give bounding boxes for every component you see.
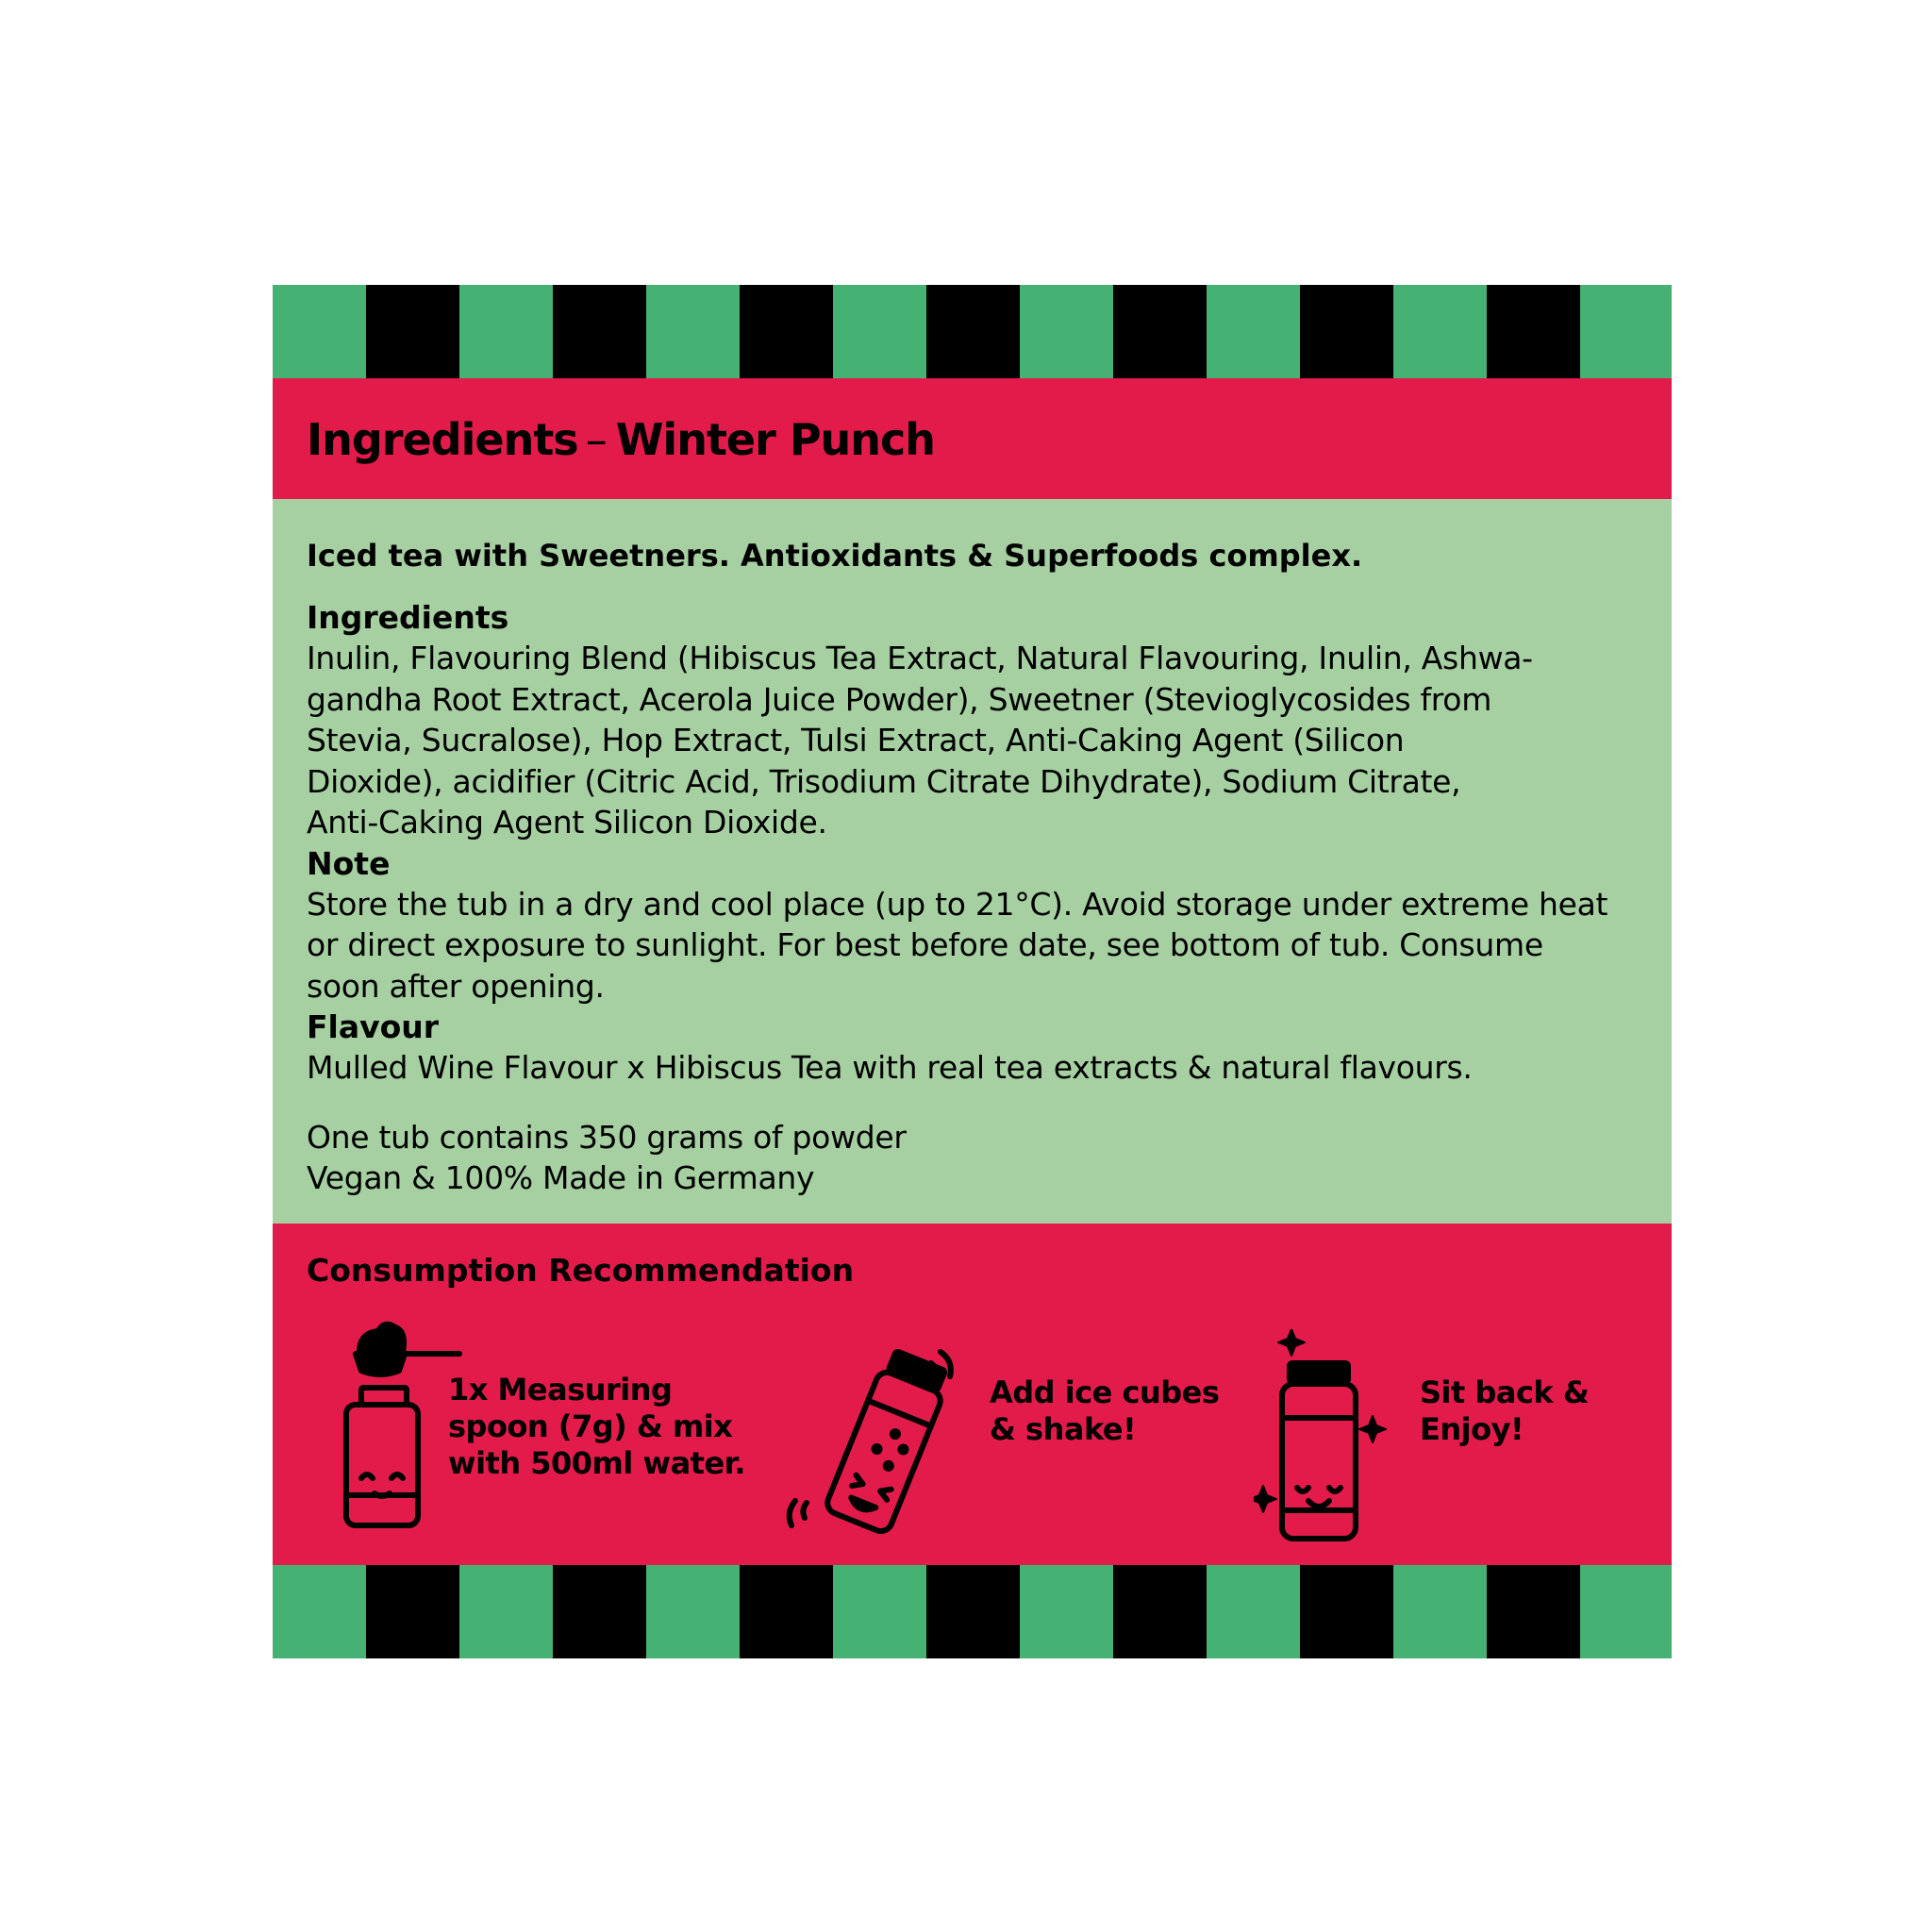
stripe-cell	[1393, 285, 1487, 378]
section-text-line: gandha Root Extract, Acerola Juice Powder), Sweetner (Stevioglycosides from	[307, 680, 1492, 718]
stripe-cell	[553, 1565, 646, 1658]
stripe-cell	[740, 285, 833, 378]
step-2-line-2: & shake!	[990, 1411, 1137, 1447]
section-text-line: Anti-Caking Agent Silicon Dioxide.	[307, 804, 827, 841]
bottom-checker-stripe	[273, 1565, 1672, 1658]
section-text-line: Dioxide), acidifier (Citric Acid, Trisodium Citrate Dihydrate), Sodium Citrate,	[307, 762, 1461, 800]
section-text-line: Mulled Wine Flavour x Hibiscus Tea with real tea extracts & natural flavours.	[307, 1049, 1473, 1086]
stripe-cell	[459, 285, 553, 378]
top-checker-stripe	[273, 285, 1672, 378]
consumption-title: Consumption Recommendation	[307, 1252, 855, 1289]
product-info-panel	[273, 285, 1672, 1658]
stripe-cell	[1020, 285, 1113, 378]
product-tagline: Iced tea with Sweetners. Antioxidants & Superfoods complex.	[307, 538, 1363, 574]
stripe-cell	[1580, 1565, 1672, 1658]
stripe-cell	[1020, 1565, 1113, 1658]
section-heading: Note	[307, 844, 391, 882]
section-text-line: Inulin, Flavouring Blend (Hibiscus Tea Extract, Natural Flavouring, Inulin, Ashwa-	[307, 640, 1533, 676]
stripe-cell	[926, 1565, 1020, 1658]
stripe-cell	[1300, 285, 1393, 378]
section-heading: Ingredients	[307, 599, 509, 636]
step-3-text	[1420, 1374, 1589, 1448]
extra-info-line: Vegan & 100% Made in Germany	[307, 1159, 815, 1196]
section-heading: Flavour	[307, 1008, 440, 1045]
step-2-text	[990, 1374, 1219, 1448]
consumption-section	[273, 1224, 1672, 1565]
stripe-cell	[459, 1565, 553, 1658]
stripe-cell	[1487, 1565, 1580, 1658]
section-text-line: or direct exposure to sunlight. For best before date, see bottom of tub. Consume	[307, 926, 1543, 963]
header-bar	[273, 378, 1672, 499]
extra-info	[307, 1117, 1646, 1199]
stripe-cell	[1113, 285, 1207, 378]
stripe-cell	[1300, 1565, 1393, 1658]
sections-container	[307, 597, 1646, 1089]
step-1-line-3: with 500ml water.	[448, 1445, 746, 1481]
measuring-spoon-bottle-icon	[341, 1320, 463, 1537]
stripe-cell	[366, 1565, 459, 1658]
step-2-line-1: Add ice cubes	[990, 1374, 1220, 1410]
step-1-line-2: spoon (7g) & mix	[448, 1408, 733, 1444]
step-3-line-2: Enjoy!	[1420, 1411, 1524, 1447]
sparkling-bottle-icon	[1254, 1329, 1395, 1548]
stripe-cell	[1113, 1565, 1207, 1658]
page-title	[307, 414, 935, 465]
stripe-cell	[1487, 285, 1580, 378]
extra-info-line: One tub contains 350 grams of powder	[307, 1118, 907, 1156]
title-separator: –	[585, 414, 607, 465]
stripe-cell	[1580, 285, 1672, 378]
stripe-cell	[646, 285, 740, 378]
step-1-line-1: 1x Measuring	[448, 1372, 673, 1407]
section-text-line: soon after opening.	[307, 967, 605, 1005]
stripe-cell	[1207, 1565, 1300, 1658]
title-product-name: Winter Punch	[615, 414, 936, 465]
stripe-cell	[273, 285, 366, 378]
stripe-cell	[646, 1565, 740, 1658]
ingredients-body	[273, 499, 1672, 1224]
stripe-cell	[553, 285, 646, 378]
section-text-line: Stevia, Sucralose), Hop Extract, Tulsi Extract, Anti-Caking Agent (Silicon	[307, 722, 1405, 758]
title-ingredients: Ingredients	[307, 414, 578, 465]
stripe-cell	[740, 1565, 833, 1658]
section-text-line: Store the tub in a dry and cool place (up to 21°C). Avoid storage under extreme heat	[307, 885, 1608, 923]
stripe-cell	[1207, 285, 1300, 378]
stripe-cell	[833, 285, 926, 378]
stripe-cell	[366, 285, 459, 378]
stripe-cell	[273, 1565, 366, 1658]
step-1-text	[448, 1372, 745, 1482]
stripe-cell	[1393, 1565, 1487, 1658]
stripe-cell	[926, 285, 1020, 378]
stripe-cell	[833, 1565, 926, 1658]
shaking-bottle-icon	[782, 1346, 980, 1554]
step-3-line-1: Sit back &	[1420, 1374, 1590, 1410]
